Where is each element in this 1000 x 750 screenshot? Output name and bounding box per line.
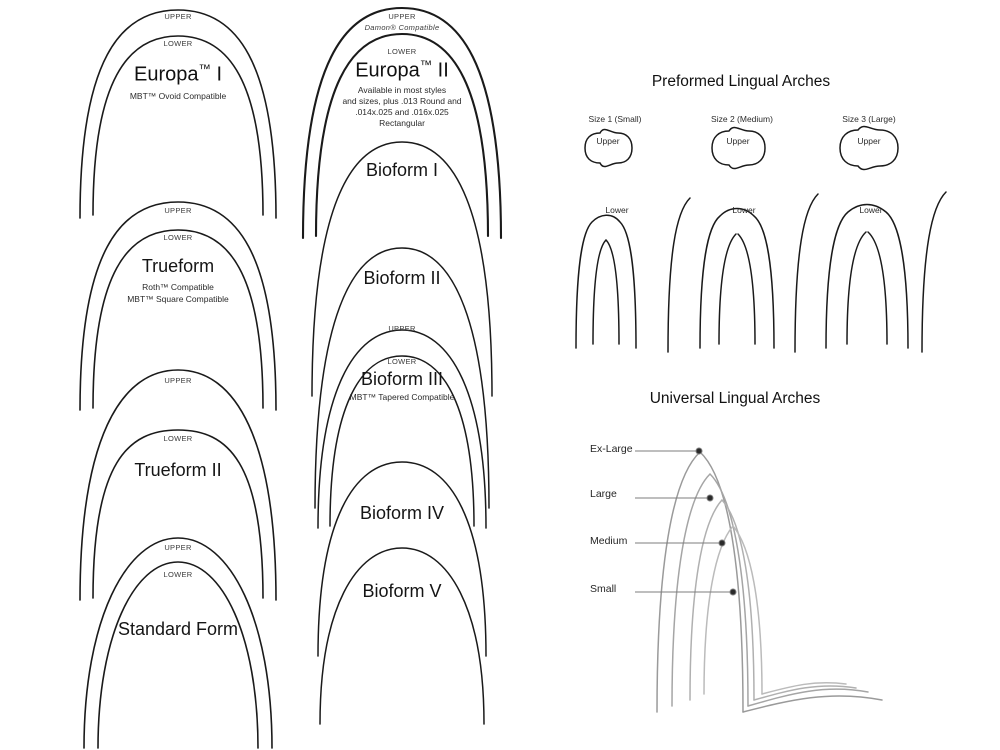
europa-2-subtitle-4: Rectangular bbox=[379, 118, 425, 128]
bioform-1-title: Bioform I bbox=[365, 160, 439, 180]
trueform-1-title: Trueform bbox=[141, 256, 215, 276]
lingual-arch-size2-lower-inner-r bbox=[738, 234, 755, 344]
europa-1-tm: ™ bbox=[198, 62, 211, 76]
trueform-2-lower-label: LOWER bbox=[163, 434, 193, 443]
leader-dot-small bbox=[730, 589, 736, 595]
universal-arch-large bbox=[672, 474, 748, 706]
preformed-size-3-lower-label: Lower bbox=[859, 205, 883, 215]
leader-dot-ex-large bbox=[696, 448, 702, 454]
lingual-arch-size2-lower bbox=[700, 209, 774, 349]
lingual-arch-size1-upper bbox=[585, 129, 632, 166]
lingual-arch-size2-outer-r bbox=[795, 194, 818, 352]
europa-2-lower-label: LOWER bbox=[387, 47, 417, 56]
standard-form-upper-label: UPPER bbox=[164, 543, 192, 552]
europa-1-title bbox=[134, 62, 222, 88]
trueform-1-upper-label: UPPER bbox=[164, 206, 192, 215]
europa-2-subtitle-1: Available in most styles bbox=[357, 85, 447, 95]
europa-1-subtitle-1: MBT™ Ovoid Compatible bbox=[129, 91, 227, 101]
bioform-3-title: Bioform III bbox=[360, 369, 444, 389]
standard-form-title: Standard Form bbox=[117, 619, 239, 639]
lingual-arch-size1-lower bbox=[576, 215, 636, 348]
lingual-arch-size3-outer-r bbox=[922, 192, 946, 352]
universal-size-ex-large-label: Ex-Large bbox=[590, 443, 633, 455]
europa-2-numeral: II bbox=[432, 59, 449, 82]
universal-size-large-label: Large bbox=[590, 488, 617, 500]
trueform-1-lower-label: LOWER bbox=[163, 233, 193, 242]
lingual-arch-size1-outer-r bbox=[668, 198, 690, 352]
standard-form-lower-label: LOWER bbox=[163, 570, 193, 579]
trueform-1-subtitle-2: MBT™ Square Compatible bbox=[127, 294, 229, 304]
preformed-size-3-caption: Size 3 (Large) bbox=[842, 114, 896, 124]
bioform-2-title: Bioform II bbox=[363, 268, 441, 288]
preformed-size-2-upper-label: Upper bbox=[726, 136, 750, 146]
preformed-size-2-lower-label: Lower bbox=[732, 205, 756, 215]
europa-2-name: Europa bbox=[355, 59, 420, 82]
europa-2-upper-label: UPPER bbox=[388, 12, 416, 21]
preformed-size-2-caption: Size 2 (Medium) bbox=[711, 114, 773, 124]
universal-arch-ex-large bbox=[657, 452, 743, 712]
preformed-size-1-caption: Size 1 (Small) bbox=[588, 114, 642, 124]
preformed-size-1-upper-label: Upper bbox=[596, 136, 620, 146]
europa-2-title bbox=[355, 58, 449, 84]
universal-lingual-arches-title: Universal Lingual Arches bbox=[649, 390, 821, 407]
bioform-5-title: Bioform V bbox=[362, 581, 442, 601]
leader-dot-medium bbox=[719, 540, 725, 546]
universal-size-small-label: Small bbox=[590, 583, 617, 595]
lingual-arch-size3-upper bbox=[840, 126, 898, 169]
europa-1-upper-label: UPPER bbox=[164, 12, 192, 21]
leader-dot-large bbox=[707, 495, 713, 501]
trueform-1-subtitle-1: Roth™ Compatible bbox=[142, 282, 214, 292]
lingual-arch-size3-lower-inner-l bbox=[847, 232, 866, 344]
universal-size-medium-label: Medium bbox=[590, 535, 628, 547]
bioform-3-lower-label: LOWER bbox=[387, 357, 417, 366]
lingual-arch-size2-upper bbox=[712, 127, 765, 168]
lingual-arch-size2-lower-inner-l bbox=[719, 234, 736, 344]
arch-curve-bioform-5 bbox=[320, 548, 484, 724]
universal-arch-leg-1 bbox=[743, 696, 882, 712]
bioform-3-subtitle-1: MBT™ Tapered Compatible bbox=[349, 392, 455, 402]
europa-1-numeral: I bbox=[210, 63, 223, 86]
lingual-arch-size1-lower-inner-l bbox=[593, 240, 606, 344]
europa-2-upper-note: Damon® Compatible bbox=[364, 23, 440, 32]
arch-curve-trueform-2-upper bbox=[80, 370, 276, 600]
lingual-arch-size3-lower-inner-r bbox=[868, 232, 887, 344]
bioform-3-upper-label: UPPER bbox=[388, 324, 416, 333]
europa-1-name: Europa bbox=[133, 63, 199, 86]
trueform-2-upper-label: UPPER bbox=[164, 376, 192, 385]
trueform-2-title: Trueform II bbox=[134, 460, 222, 480]
preformed-size-3-upper-label: Upper bbox=[857, 136, 881, 146]
preformed-lingual-arches-title: Preformed Lingual Arches bbox=[651, 73, 831, 90]
europa-2-subtitle-3: .014x.025 and .016x.025 bbox=[355, 107, 449, 117]
preformed-size-1-lower-label: Lower bbox=[605, 205, 629, 215]
europa-2-subtitle-2: and sizes, plus .013 Round and bbox=[342, 96, 462, 106]
europa-2-tm: ™ bbox=[419, 58, 433, 72]
europa-1-lower-label: LOWER bbox=[163, 39, 193, 48]
bioform-4-title: Bioform IV bbox=[359, 503, 445, 523]
arch-curve-bioform-4 bbox=[318, 462, 486, 656]
lingual-arch-size1-lower-inner-r bbox=[606, 240, 619, 344]
arch-curve-standard-lower bbox=[98, 562, 258, 748]
lingual-arch-size3-lower bbox=[826, 205, 908, 349]
